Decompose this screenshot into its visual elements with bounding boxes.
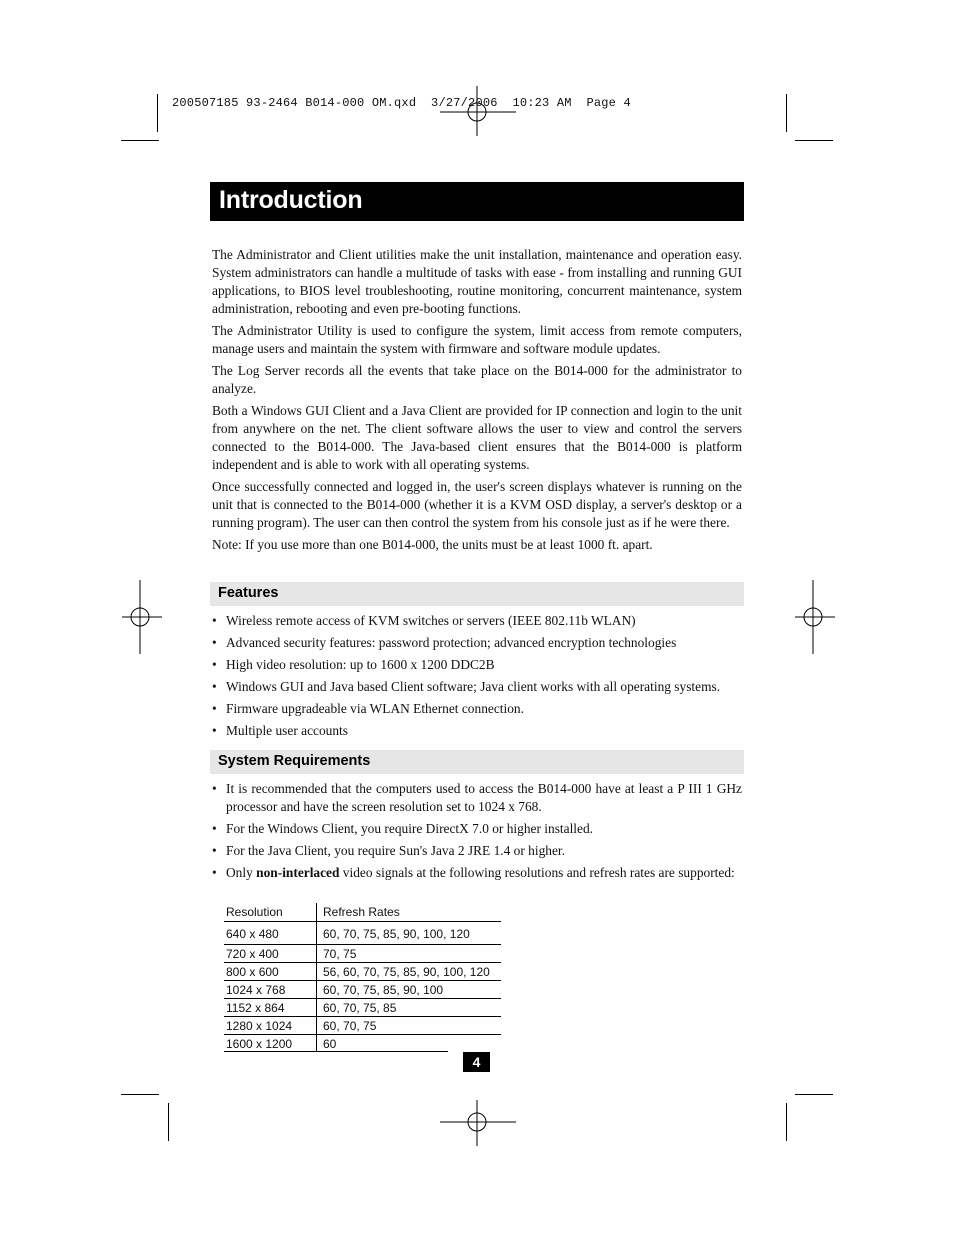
crop-mark bbox=[786, 1103, 787, 1141]
resolution-table bbox=[224, 903, 501, 1052]
crop-mark bbox=[168, 1103, 169, 1141]
list-item: • For the Java Client, you require Sun's Java 2 JRE 1.4 or higher. bbox=[212, 842, 742, 860]
table-cell: 1024 x 768 bbox=[224, 981, 317, 999]
text-run: video signals at the following resolutions and refresh rates are supported: bbox=[339, 865, 735, 880]
table-cell: 60, 70, 75, 85 bbox=[317, 999, 502, 1017]
paragraph: The Administrator Utility is used to configure the system, limit access from remote computers, manage users and maintain the system with firmware and software module updates. bbox=[212, 323, 742, 356]
table-row bbox=[224, 1017, 501, 1035]
list-item: • Multiple user accounts bbox=[212, 722, 742, 740]
table-cell: 60, 70, 75 bbox=[317, 1017, 502, 1035]
table-cell: 1600 x 1200 bbox=[224, 1035, 317, 1053]
list-item: • Firmware upgradeable via WLAN Ethernet connection. bbox=[212, 700, 742, 718]
table-cell: 640 x 480 bbox=[224, 922, 317, 945]
features-list bbox=[212, 612, 742, 740]
paragraph: Once successfully connected and logged in, the user's screen displays whatever is running on the unit that is connected to the B014-000 (whether it is a KVM OSD display, a server's desktop or a running program). The user can then control the system from his console just as if he were there. bbox=[212, 479, 742, 530]
crop-mark bbox=[795, 1094, 833, 1095]
crop-mark bbox=[121, 1094, 159, 1095]
paragraph: The Log Server records all the events that take place on the B014-000 for the administrator to analyze. bbox=[212, 363, 742, 396]
list-item: • For the Windows Client, you require DirectX 7.0 or higher installed. bbox=[212, 820, 742, 838]
bold-text-run: non-interlaced bbox=[256, 865, 340, 880]
requirements-list bbox=[212, 780, 742, 882]
table-cell: 56, 60, 70, 75, 85, 90, 100, 120 bbox=[317, 963, 502, 981]
list-item: • It is recommended that the computers used to access the B014-000 have at least a P III 1 GHz processor and have the screen resolution set to 1024 x 768. bbox=[212, 780, 742, 816]
paragraph: Note: If you use more than one B014-000, the units must be at least 1000 ft. apart. bbox=[212, 537, 653, 552]
features-heading-bar bbox=[210, 582, 744, 606]
table-row bbox=[224, 945, 501, 963]
table-row bbox=[224, 999, 501, 1017]
page-title: Introduction bbox=[219, 186, 363, 214]
table-cell: 800 x 600 bbox=[224, 963, 317, 981]
list-item: • Advanced security features: password protection; advanced encryption technologies bbox=[212, 634, 742, 652]
features-heading: Features bbox=[218, 585, 279, 601]
registration-mark-icon bbox=[122, 580, 162, 654]
paragraph: The Administrator and Client utilities make the unit installation, maintenance and operation easy. System administrators can handle a multitude of tasks with ease - from installing and running GUI applications, to BIOS level troubleshooting, routine monitoring, concurrent maintenance, system administration, rebooting and even pre-booting functions. bbox=[212, 247, 742, 316]
table-header-cell: Resolution bbox=[224, 903, 317, 922]
intro-text bbox=[212, 246, 742, 558]
table-bottom-rule bbox=[224, 1051, 448, 1052]
registration-mark-icon bbox=[440, 1100, 516, 1146]
table-row bbox=[224, 963, 501, 981]
table-cell: 60, 70, 75, 85, 90, 100 bbox=[317, 981, 502, 999]
table-row bbox=[224, 1035, 501, 1053]
page-title-bar bbox=[210, 182, 744, 221]
table-row bbox=[224, 981, 501, 999]
table-cell: 70, 75 bbox=[317, 945, 502, 963]
list-item: • Wireless remote access of KVM switches or servers (IEEE 802.11b WLAN) bbox=[212, 612, 742, 630]
crop-mark bbox=[157, 94, 158, 132]
page-number: 4 bbox=[463, 1052, 490, 1072]
table-cell: 1280 x 1024 bbox=[224, 1017, 317, 1035]
text-run: Only bbox=[226, 865, 257, 880]
table-cell: 720 x 400 bbox=[224, 945, 317, 963]
list-item: • Windows GUI and Java based Client software; Java client works with all operating systems. bbox=[212, 678, 742, 696]
list-item bbox=[212, 864, 742, 882]
requirements-heading-bar bbox=[210, 750, 744, 774]
table-header-row bbox=[224, 903, 501, 922]
table-cell: 60 bbox=[323, 1036, 337, 1051]
table-header-cell: Refresh Rates bbox=[317, 903, 502, 922]
registration-mark-icon bbox=[795, 580, 835, 654]
crop-mark bbox=[795, 140, 833, 141]
print-slug: 200507185 93-2464 B014-000 OM.qxd 3/27/2006 10:23 AM Page 4 bbox=[172, 96, 631, 110]
crop-mark bbox=[786, 94, 787, 132]
requirements-heading: System Requirements bbox=[218, 753, 371, 769]
table-row bbox=[224, 922, 501, 945]
list-item: • High video resolution: up to 1600 x 1200 DDC2B bbox=[212, 656, 742, 674]
table-cell: 1152 x 864 bbox=[224, 999, 317, 1017]
paragraph: Both a Windows GUI Client and a Java Client are provided for IP connection and login to the unit from anywhere on the net. The client software allows the user to view and control the servers connected to the B014-000. The Java-based client ensures that the B014-000 is platform independent and is able to work with all operating systems. bbox=[212, 403, 742, 472]
registration-mark-icon bbox=[440, 86, 516, 136]
crop-mark bbox=[121, 140, 159, 141]
table-cell: 60, 70, 75, 85, 90, 100, 120 bbox=[317, 922, 502, 945]
